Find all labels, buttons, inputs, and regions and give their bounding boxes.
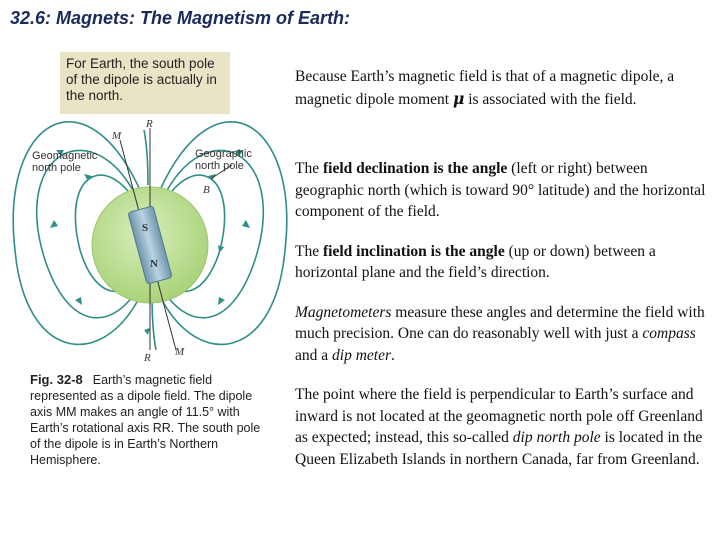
label-m-bottom: M [175, 346, 185, 358]
field-line-bottom [152, 300, 156, 350]
arrow-6 [50, 220, 58, 228]
label-geographic-north-pole: Geographic north pole [195, 148, 252, 172]
arrow-3 [242, 220, 250, 228]
mu-symbol: μ [452, 88, 465, 108]
paragraph-3: The field inclination is the angle (up or down) between a horizontal plane and the field’s direction. [295, 242, 656, 281]
caption-text: Earth’s magnetic field represented as a dipole field. The dipole axis MM makes an angle of 11.5° with Earth’s rotational axis RR. The south pole of the dipole is in Earth’s Northern Hemisphere. [30, 373, 261, 467]
label-r-bottom: R [144, 352, 151, 364]
body-text [295, 66, 707, 491]
label-magnet-n: N [150, 258, 158, 270]
caption-figure-number: Fig. 32-8 [30, 372, 83, 387]
paragraph-4: Magnetometers measure these angles and determine the field with much precision. One can do reasonably well with just a compass and a dip meter. [295, 303, 705, 364]
paragraph-1: Because Earth’s magnetic field is that of a magnetic dipole, a magnetic dipole moment μ is associated with the field. [295, 68, 675, 108]
arrow-7 [218, 297, 225, 305]
page-title: 32.6: Magnets: The Magnetism of Earth: [10, 8, 351, 28]
paragraph-5: The point where the field is perpendicular to Earth’s surface and inward is not located at the geomagnetic north pole off Greenland as expected; instead, this so-called dip north pole is located in the Queen Elizabeth Islands in northern Canada, far from Greenland. [295, 386, 703, 468]
figure-note: For Earth, the south pole of the dipole is actually in the north. [60, 52, 230, 114]
label-b: B [203, 184, 210, 196]
arrow-9 [144, 328, 150, 335]
figure-caption [30, 372, 270, 468]
label-magnet-s: S [142, 222, 149, 234]
arrow-8 [75, 297, 82, 305]
label-r-top: R [146, 118, 153, 130]
label-geomagnetic-north-pole: Geomagnetic north pole [32, 150, 98, 174]
field-line-top [144, 130, 148, 185]
label-m-top: M [112, 130, 122, 142]
paragraph-2: The field declination is the angle (left or right) between geographic north (which is toward 90° latitude) and the horizontal component of the field. [295, 160, 706, 220]
